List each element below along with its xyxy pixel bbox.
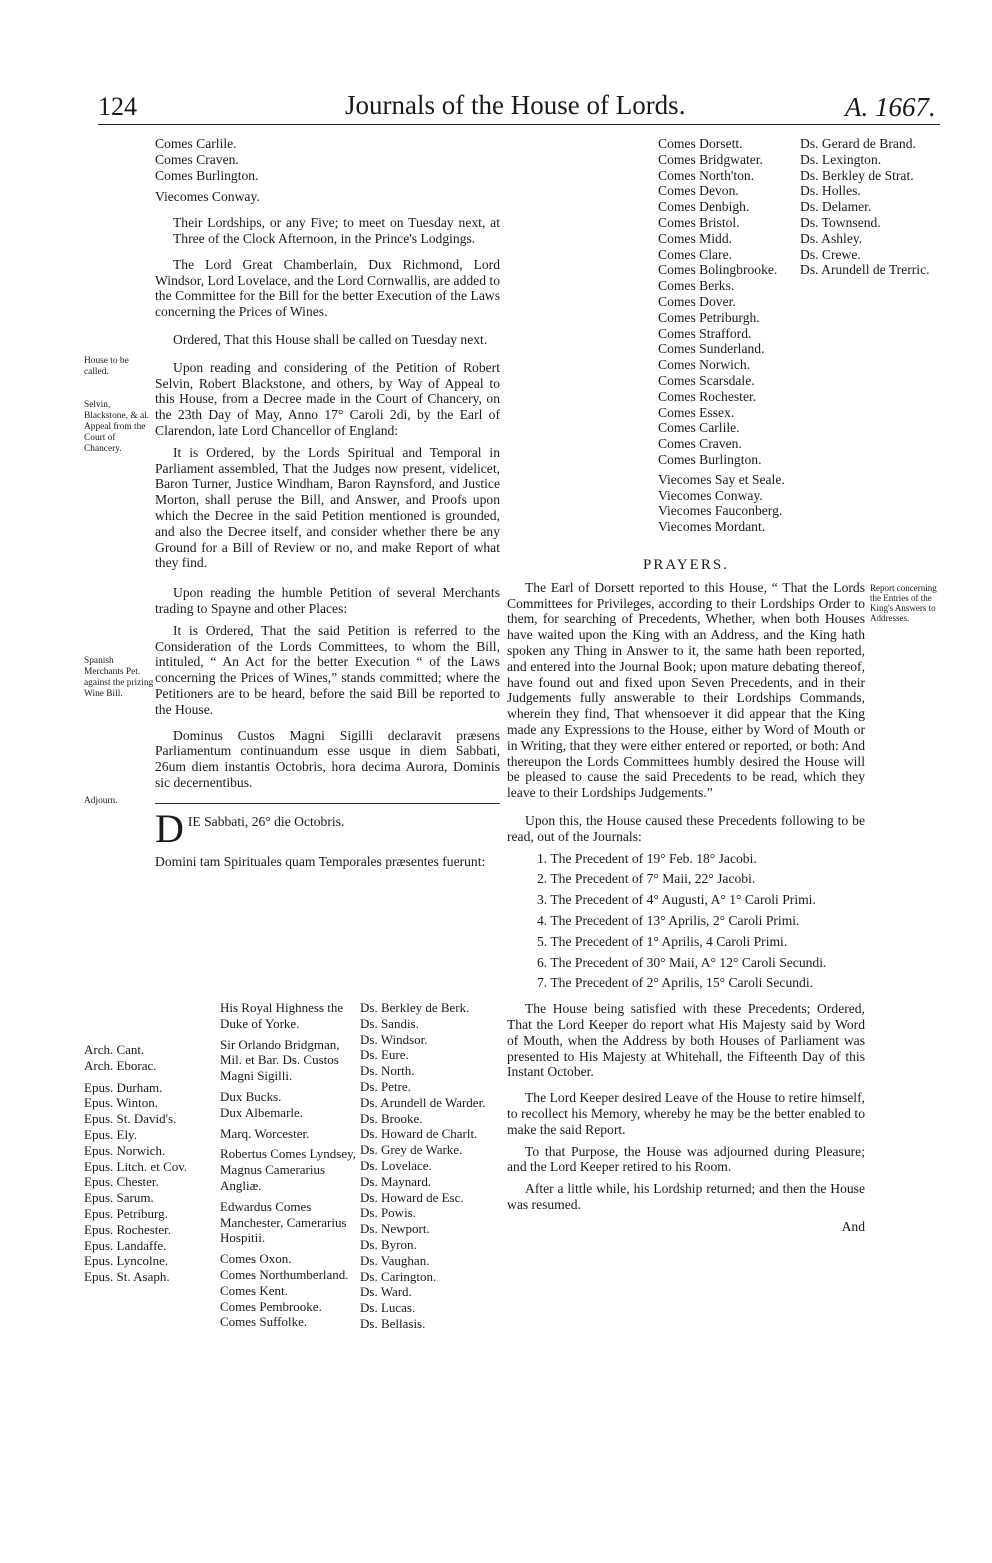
list-item: Comes Strafford. [658,325,752,341]
list-item: Epus. Litch. et Cov. [84,1158,188,1174]
list-item: Ds. Ashley. [800,230,863,246]
list-item: Viecomes Fauconberg. [658,503,783,519]
list-item: Comes Dover. [658,293,736,309]
list-item: Comes Berks. [658,278,735,294]
list-item: Viecomes Conway. [155,189,260,205]
margin-note-selvin: Selvin, Blackstone, & al. Appeal from the Court of Chancery. [84,400,150,454]
list-item: Epus. Rochester. [84,1221,172,1237]
adjourned-para: To that Purpose, the House was adjourned during Pleasure; and the Lord Keeper retired to his Room. [507,1143,865,1175]
barons-list [360,1000,500,1332]
list-item: Ds. Arundell de Trerric. [800,262,930,278]
list-item: Ds. Sandis. [360,1015,419,1031]
list-item: Comes Dorsett. [658,136,743,151]
page-number: 124 [98,92,137,121]
list-item: Comes Burlington. [155,167,259,183]
page-year: A. 1667. [845,92,936,122]
comes-list [658,136,798,535]
list-item: Ds. Lexington. [800,151,882,167]
added-committee-para: The Lord Great Chamberlain, Dux Richmond, Lord Windsor, Lord Lovelace, and the Lord Cornwallis, are added to the Committee for the Bill for the better Execution of the Laws concerning the Prices of Wines. [155,256,500,320]
domini-heading: Domini tam Spirituales quam Temporales præsentes fuerunt: [155,853,486,869]
list-item: Epus. Petriburg. [84,1205,168,1221]
list-item: Arch. Eborac. [84,1057,157,1073]
house-called-para: Ordered, That this House shall be called on Tuesday next. [173,331,488,347]
list-item: Viecomes Conway. [658,487,763,503]
list-item: Ds. Howard de Esc. [360,1189,464,1205]
header-rule [98,124,940,125]
list-item: Ds. Powis. [360,1205,416,1221]
committee-top-list [155,136,500,205]
list-item: Ds. Grey de Warke. [360,1142,463,1158]
list-item: Comes Craven. [658,436,742,452]
list-item: Comes Bristol. [658,214,740,230]
meeting-note: Their Lordships, or any Five; to meet on Tuesday next, at Three of the Clock Afternoon, in the Prince's Lodgings. [173,215,500,246]
merchants-order-para: It is Ordered, That the said Petition is referred to the Consideration of the Lords Committees, to whom the Bill, intituled, “ An Act for the better Execution “ of the Laws concerning the Prices of Wines,” stands committed; where the Petitioners are to be heard, before the said Bill be reported to the House. [155,622,500,717]
arch-list [84,1042,214,1285]
list-item: Comes Midd. [658,230,733,246]
margin-note-spanish: Spanish Merchants Pet. against the prizing Wine Bill. [84,656,154,699]
section-rule [155,803,500,804]
list-item: 4. The Precedent of 13° Aprilis, 2° Caroli Primi. [537,912,800,928]
list-item: Comes Sunderland. [658,341,765,357]
list-item: 3. The Precedent of 4° Augusti, A° 1° Caroli Primi. [537,892,816,908]
list-item: Ds. Ward. [360,1284,412,1300]
list-item: Ds. North. [360,1063,415,1079]
list-item: Comes Oxon. [220,1251,292,1267]
selvin-petition-para: Upon reading and considering of the Petition of Robert Selvin, Robert Blackstone, and others, by Way of Appeal to this House, from a Decree made in the Court of Chancery, on the 23th Day of May, Anno 17° Caroli 2di, by the Earl of Clarendon, late Lord Chancellor of England: [155,359,500,438]
list-item: Ds. Crewe. [800,246,861,262]
list-item: Comes Carlile. [155,136,237,151]
list-item: Comes Petriburgh. [658,309,760,325]
list-item: Ds. Petre. [360,1078,411,1094]
list-item: Ds. Eure. [360,1047,409,1063]
list-item: Ds. Windsor. [360,1031,428,1047]
list-item: Comes Northumberland. [220,1266,349,1282]
list-item: Epus. Winton. [84,1095,158,1111]
selvin-order-para: It is Ordered, by the Lords Spiritual and Temporal in Parliament assembled, That the Judges now present, videlicet, Baron Turner, Justice Windham, Baron Raynsford, and Justice Morton, shall peruse the Bill, and Answer, and Proofs upon which the Decree in the said Petition mentioned is grounded, and also the Decree itself, and consider whether there be any Ground for a Bill of Review or no, and make Report of what they find. [155,444,500,571]
list-item: 7. The Precedent of 2° Aprilis, 15° Caroli Secundi. [537,975,814,991]
list-item: Sir Orlando Bridgman, Mil. et Bar. Ds. Custos Magni Sigilli. [220,1036,340,1084]
list-item: Epus. Durham. [84,1079,163,1095]
list-item: Ds. Berkley de Berk. [360,1000,470,1015]
list-item: Ds. Bellasis. [360,1315,426,1331]
left-column [155,136,500,875]
list-item: 2. The Precedent of 7° Maii, 22° Jacobi. [537,871,756,887]
catchword: And [841,1218,865,1234]
list-item: Epus. Ely. [84,1126,137,1142]
upon-this-para: Upon this, the House caused these Precedents following to be read, out of the Journals: [507,812,865,844]
list-item: Ds. Byron. [360,1236,417,1252]
list-item: Comes Bridgwater. [658,151,763,167]
list-item: Ds. Berkley de Strat. [800,167,914,183]
list-item: Ds. Carington. [360,1268,437,1284]
list-item: Ds. Arundell de Warder. [360,1094,486,1110]
list-item: Ds. Holles. [800,183,861,199]
list-item: 6. The Precedent of 30° Maii, A° 12° Caroli Secundi. [537,954,827,970]
middle-list [220,1000,360,1330]
list-item: 1. The Precedent of 19° Feb. 18° Jacobi. [537,850,757,866]
list-item: Comes Scarsdale. [658,372,755,388]
list-item: Ds. Howard de Charlt. [360,1126,478,1142]
report-para: The Earl of Dorsett reported to this House, “ That the Lords Committees for Privileges, according to their Lordships Order to them, for searching of Precedents, Whether, when both Houses have waited upon the King with an Address, and the King hath spoken any Thing in Answer to it, the same hath been reported, and entered into the Journal Book; upon mature debating thereof, have found out and fixed upon Seven Precedents, and in their Judgements fully answerable to their Lordships Commands, wherein they find, That whensoever it did appear that the King made any Expressions to the House, either by Word of Mouth or in Writing, that they were either entered or reported, or both: And thereupon the Lords Committees humbly desired the House will be pleased to cause the said Precedents to be read, which they leave to their Lordships Judgements.” [507,579,865,801]
satisfied-para: The House being satisfied with these Precedents; Ordered, That the Lord Keeper do report what His Majesty said by Word of Mouth, when the Address by both Houses of Parliament was presented to His Majesty at Whitehall, the Fifteenth Day of this Instant October. [507,1001,865,1080]
list-item: Viecomes Say et Seale. [658,471,785,487]
list-item: Ds. Brooke. [360,1110,423,1126]
list-item: Comes Norwich. [658,357,751,373]
margin-note-report: Report concerning the Entries of the King's Answers to Addresses. [870,583,937,623]
list-item: Ds. Delamer. [800,199,872,215]
die-heading [155,814,500,844]
list-item: Comes North'ton. [658,167,755,183]
list-item: Epus. St. Asaph. [84,1269,170,1285]
list-item: Comes Essex. [658,404,735,420]
list-item: Epus. Norwich. [84,1142,166,1158]
list-item: Ds. Vaughan. [360,1252,430,1268]
precedents-list [507,851,865,992]
list-item: Comes Carlile. [658,420,740,436]
ds-list [800,136,940,278]
list-item: Ds. Gerard de Brand. [800,136,916,151]
list-item: Epus. Chester. [84,1174,159,1190]
list-item: Epus. Lyncolne. [84,1253,169,1269]
list-item: Dux Bucks. [220,1088,282,1104]
list-item: Ds. Townsend. [800,214,881,230]
right-column [507,558,865,1234]
dropcap: D [155,813,184,844]
margin-note-house-called: House to be called. [84,356,129,377]
list-item: His Royal Highness the Duke of Yorke. [220,1000,344,1031]
list-item: Ds. Lucas. [360,1300,416,1316]
list-item: Comes Pembrooke. [220,1298,322,1314]
list-item: Robertus Comes Lyndsey, Magnus Camerarius Angliæ. [220,1146,357,1193]
list-item: Ds. Maynard. [360,1173,432,1189]
list-item: Comes Burlington. [658,451,762,467]
margin-note-adjourn: Adjourn. [84,796,118,806]
list-item: Ds. Newport. [360,1221,430,1237]
list-item: Epus. St. David's. [84,1111,177,1127]
list-item: Arch. Cant. [84,1042,145,1057]
list-item: Comes Craven. [155,151,239,167]
page-title: Journals of the House of Lords. [345,90,686,120]
list-item: Epus. Landaffe. [84,1237,167,1253]
merchants-petition-para: Upon reading the humble Petition of several Merchants trading to Spayne and other Places: [155,585,500,616]
die-heading-text: IE Sabbati, 26° die Octobris. [187,813,345,829]
list-item: Comes Rochester. [658,388,757,404]
list-item: Comes Kent. [220,1282,288,1298]
list-item: Comes Denbigh. [658,199,750,215]
list-item: Ds. Lovelace. [360,1157,432,1173]
prayers-heading: PRAYERS. [643,557,729,573]
list-item: 5. The Precedent of 1° Aprilis, 4 Caroli Primi. [537,933,788,949]
list-item: Comes Suffolke. [220,1314,308,1330]
list-item: Dux Albemarle. [220,1104,304,1120]
list-item: Edwardus Comes Manchester, Camerarius Hospitii. [220,1198,347,1246]
list-item: Epus. Sarum. [84,1190,154,1206]
adjourn-para: Dominus Custos Magni Sigilli declaravit præsens Parliamentum continuandum esse usque in diem Sabbati, 26um diem instantis Octobris, hora decima Aurora, Dominis sic decernentibus. [155,727,500,790]
resumed-para: After a little while, his Lordship returned; and then the House was resumed. [507,1181,865,1212]
list-item: Comes Bolingbrooke. [658,262,778,278]
list-item: Comes Devon. [658,183,739,199]
list-item: Comes Clare. [658,246,732,262]
list-item: Marq. Worcester. [220,1125,310,1141]
list-item: Viecomes Mordant. [658,519,766,535]
keeper-leave-para: The Lord Keeper desired Leave of the House to retire himself, to recollect his Memory, whereby he may be the better enabled to make the said Report. [507,1090,865,1137]
